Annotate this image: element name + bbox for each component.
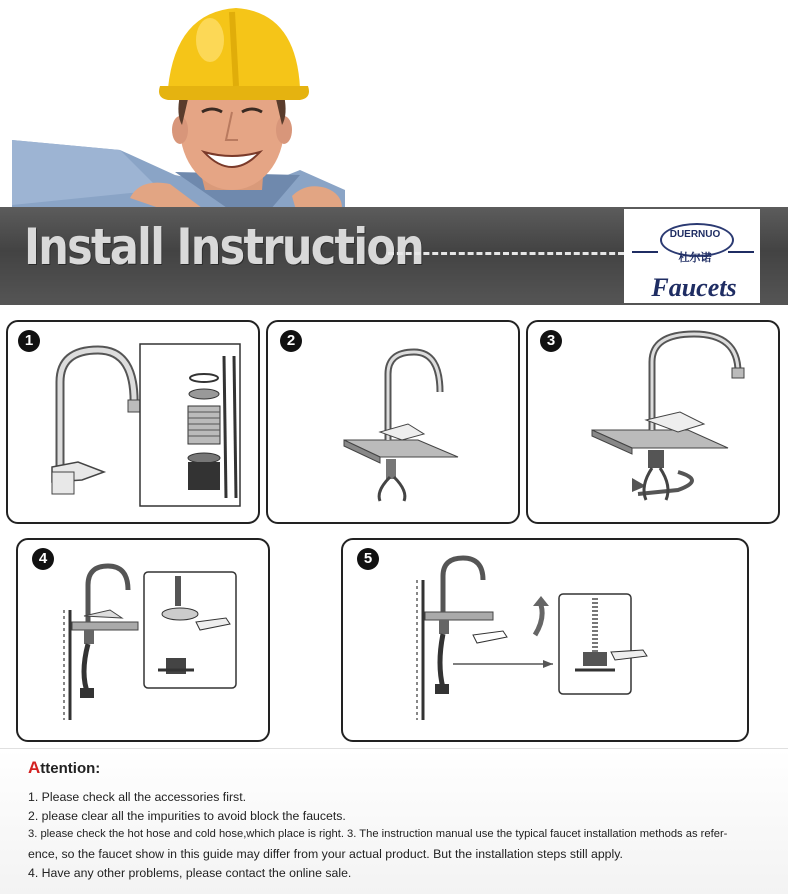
step-1-illustration [8, 322, 258, 522]
step-1-panel [6, 320, 260, 524]
step-5-panel [341, 538, 749, 742]
attention-line-5: 4. Have any other problems, please contact the online sale. [28, 866, 352, 880]
attention-line-1: 1. Please check all the accessories first. [28, 790, 247, 804]
step-5-badge: 5 [357, 548, 379, 570]
attention-line-3: 3. please check the hot hose and cold hose,which place is right. 3. The instruction manual use the typical faucet installation methods as refer- [28, 828, 728, 840]
step-5-illustration [343, 540, 747, 740]
attention-line-4: ence, so the faucet show in this guide may differ from your actual product. But the installation steps still apply. [28, 847, 623, 861]
logo-line-left [632, 251, 658, 253]
step-4-panel [16, 538, 270, 742]
step-3-badge: 3 [540, 330, 562, 352]
step-1-badge: 1 [18, 330, 40, 352]
banner-divider [388, 252, 624, 255]
step-4-badge: 4 [32, 548, 54, 570]
step-2-panel [266, 320, 520, 524]
worker-illustration [0, 0, 788, 210]
attention-title-first: A [28, 758, 41, 777]
logo-line-right [728, 251, 754, 253]
step-2-illustration [268, 322, 518, 522]
logo-brand-cn: 杜尔诺 [678, 252, 712, 264]
step-2-badge: 2 [280, 330, 302, 352]
attention-title-rest: ttention: [40, 760, 101, 777]
attention-title [28, 758, 100, 778]
brand-logo [624, 209, 760, 303]
attention-line-2: 2. please clear all the impurities to avoid block the faucets. [28, 809, 346, 823]
hero-photo [0, 0, 788, 210]
step-3-illustration [528, 322, 778, 522]
logo-brand-en: DUERNUO [669, 229, 721, 240]
banner-title: Install Instruction [24, 218, 424, 276]
step-4-illustration [18, 540, 268, 740]
logo-brand-word: Faucets [651, 273, 737, 302]
step-3-panel [526, 320, 780, 524]
